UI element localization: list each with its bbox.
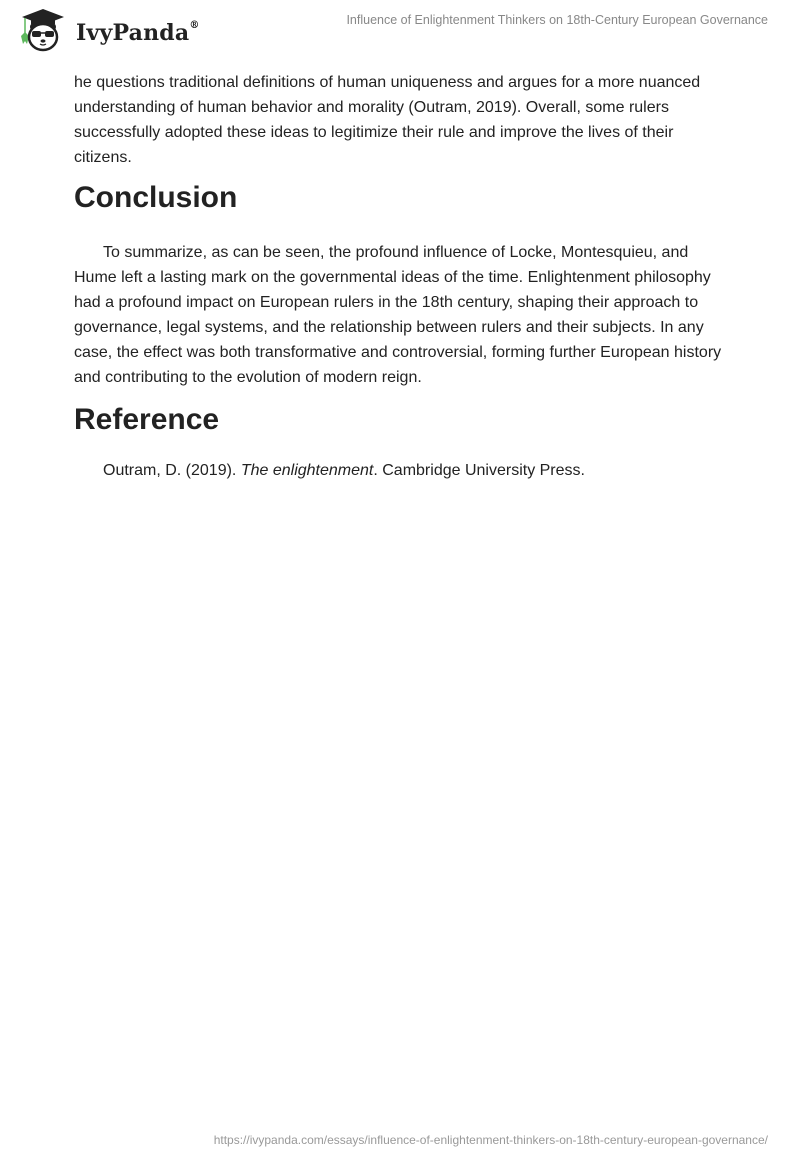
- document-body: [74, 70, 734, 483]
- reference-author-year: Outram, D. (2019).: [103, 462, 241, 479]
- source-url-link[interactable]: https://ivypanda.com/essays/influence-of-enlightenment-thinkers-on-18th-century-european-governance/: [213, 1133, 768, 1147]
- registered-mark: ®: [189, 19, 200, 31]
- reference-section: [74, 402, 734, 483]
- reference-publisher: . Cambridge University Press.: [373, 462, 585, 479]
- section-heading-reference: Reference: [74, 403, 220, 436]
- reference-entry: [74, 458, 734, 483]
- section-heading-conclusion: Conclusion: [74, 181, 238, 214]
- ivypanda-logo[interactable]: [14, 6, 200, 54]
- document-title: Influence of Enlightenment Thinkers on 18th-Century European Governance: [346, 13, 768, 27]
- reference-title: The enlightenment: [240, 462, 374, 479]
- logo-wordmark: IvyPanda®: [76, 19, 200, 46]
- conclusion-paragraph: To summarize, as can be seen, the profound influence of Locke, Montesquieu, and Hume left a lasting mark on the governmental ideas of the time. Enlightenment philosophy had a profound impact on European rulers in the 18th century, shaping their approach to governance, legal systems, and the relationship between rulers and their subjects. In any case, the effect was both transformative and controversial, forming further European history and contributing to the evolution of modern reign.: [74, 244, 722, 386]
- continuation-paragraph: he questions traditional definitions of human uniqueness and argues for a more nuanced understanding of human behavior and morality (Outram, 2019). Overall, some rulers successfully adopted these ideas to legitimize their rule and improve the lives of their citizens.: [74, 74, 701, 166]
- page-header: [0, 0, 800, 60]
- panda-graduation-cap-icon: [14, 6, 72, 54]
- conclusion-section: [74, 180, 734, 390]
